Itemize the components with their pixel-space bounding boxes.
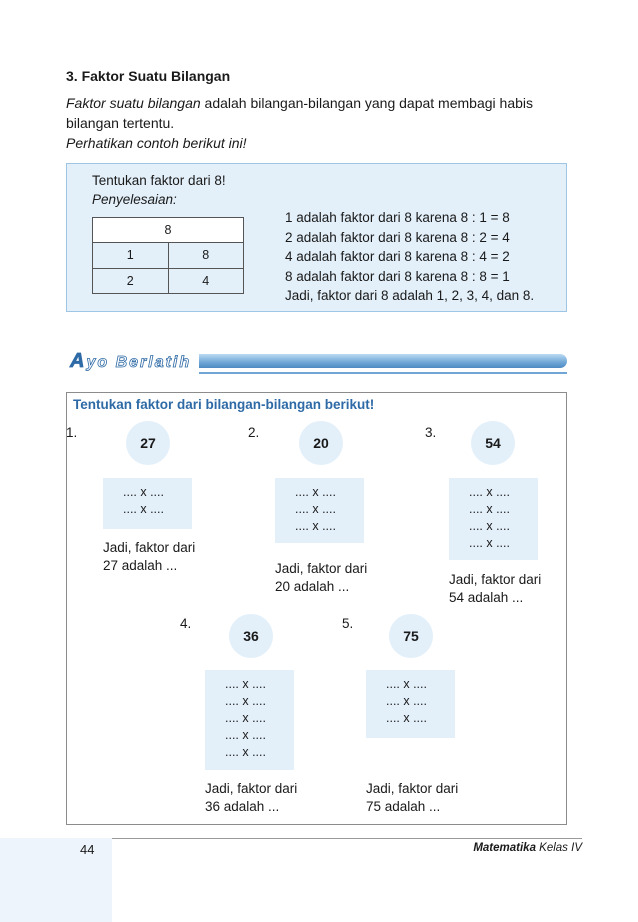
number-circle: 27 [126,421,170,465]
answer-line: Jadi, faktor dari [449,572,542,587]
definition-text: adalah bilangan-bilangan yang dapat membagi habis bilangan tertentu. [66,95,533,131]
calc-line: .... x .... [225,745,266,759]
answer-line: 20 adalah ... [275,579,350,594]
explanation-line: 8 adalah faktor dari 8 karena 8 : 8 = 1 [285,268,510,284]
calc-line: .... x .... [225,728,266,742]
definition-term: Faktor suatu bilangan [66,95,201,111]
factor-table-cell: 4 [168,268,244,293]
answer-text [449,571,541,607]
number-circle: 20 [299,421,343,465]
calc-line: .... x .... [469,536,510,550]
banner-label [66,348,199,374]
item-number: 1. [66,425,78,440]
calc-line: .... x .... [295,519,336,533]
page-number: 44 [80,842,95,857]
number-circle: 54 [471,421,515,465]
calc-line: .... x .... [295,485,336,499]
example-note: Perhatikan contoh berikut ini! [66,135,247,151]
number-circle: 75 [389,614,433,658]
answer-line: 75 adalah ... [366,799,441,814]
calc-box [103,478,192,529]
calc-line: .... x .... [386,677,427,691]
item-number: 3. [425,425,437,440]
answer-line: Jadi, faktor dari [103,540,196,555]
explanation-conclusion: Jadi, faktor dari 8 adalah 1, 2, 3, 4, dan 8. [285,288,535,303]
explanation-line: 4 adalah faktor dari 8 karena 8 : 4 = 2 [285,249,510,264]
definition-paragraph [66,93,576,133]
answer-line: Jadi, faktor dari [205,781,298,796]
banner-first-letter: A [70,350,87,372]
example-task: Tentukan faktor dari 8! [92,173,226,188]
calc-line: .... x .... [469,502,510,516]
item-number: 5. [342,616,354,631]
ayo-berlatih-banner [66,348,567,376]
book-grade: Kelas IV [535,842,582,854]
answer-line: 54 adalah ... [449,590,524,605]
calc-line: .... x .... [123,485,164,499]
calc-line: .... x .... [123,502,164,516]
number-circle: 36 [229,614,273,658]
calc-box [366,670,455,738]
answer-line: 27 adalah ... [103,558,178,573]
explanation-line: 1 adalah faktor dari 8 karena 8 : 1 = 8 [285,210,510,225]
section-title: 3. Faktor Suatu Bilangan [66,68,231,84]
footer-divider [112,838,582,839]
calc-line: .... x .... [386,694,427,708]
answer-text [275,560,367,596]
example-solution-label: Penyelesaian: [92,192,177,207]
calc-line: .... x .... [386,711,427,725]
calc-box [449,478,538,560]
answer-line: 36 adalah ... [205,799,280,814]
calc-line: .... x .... [225,677,266,691]
book-title [420,842,582,854]
example-explanation [285,208,534,306]
item-number: 4. [180,616,192,631]
answer-text [103,539,195,575]
factor-table-cell: 1 [93,243,169,268]
exercise-instruction: Tentukan faktor dari bilangan-bilangan berikut! [73,397,375,412]
calc-line: .... x .... [295,502,336,516]
item-number: 2. [248,425,260,440]
calc-line: .... x .... [469,519,510,533]
calc-line: .... x .... [225,694,266,708]
calc-line: .... x .... [469,485,510,499]
factor-table [92,217,244,294]
book-subject: Matematika [473,842,536,854]
answer-text [366,780,458,816]
answer-line: Jadi, faktor dari [366,781,459,796]
margin-decoration [0,838,112,922]
answer-line: Jadi, faktor dari [275,561,368,576]
calc-box [205,670,294,770]
factor-table-cell: 8 [168,243,244,268]
banner-text: yo Berlatih [86,354,192,371]
calc-box [275,478,364,543]
answer-text [205,780,297,816]
factor-table-cell: 2 [93,268,169,293]
factor-table-header: 8 [93,218,244,243]
calc-line: .... x .... [225,711,266,725]
explanation-line: 2 adalah faktor dari 8 karena 8 : 2 = 4 [285,229,510,245]
